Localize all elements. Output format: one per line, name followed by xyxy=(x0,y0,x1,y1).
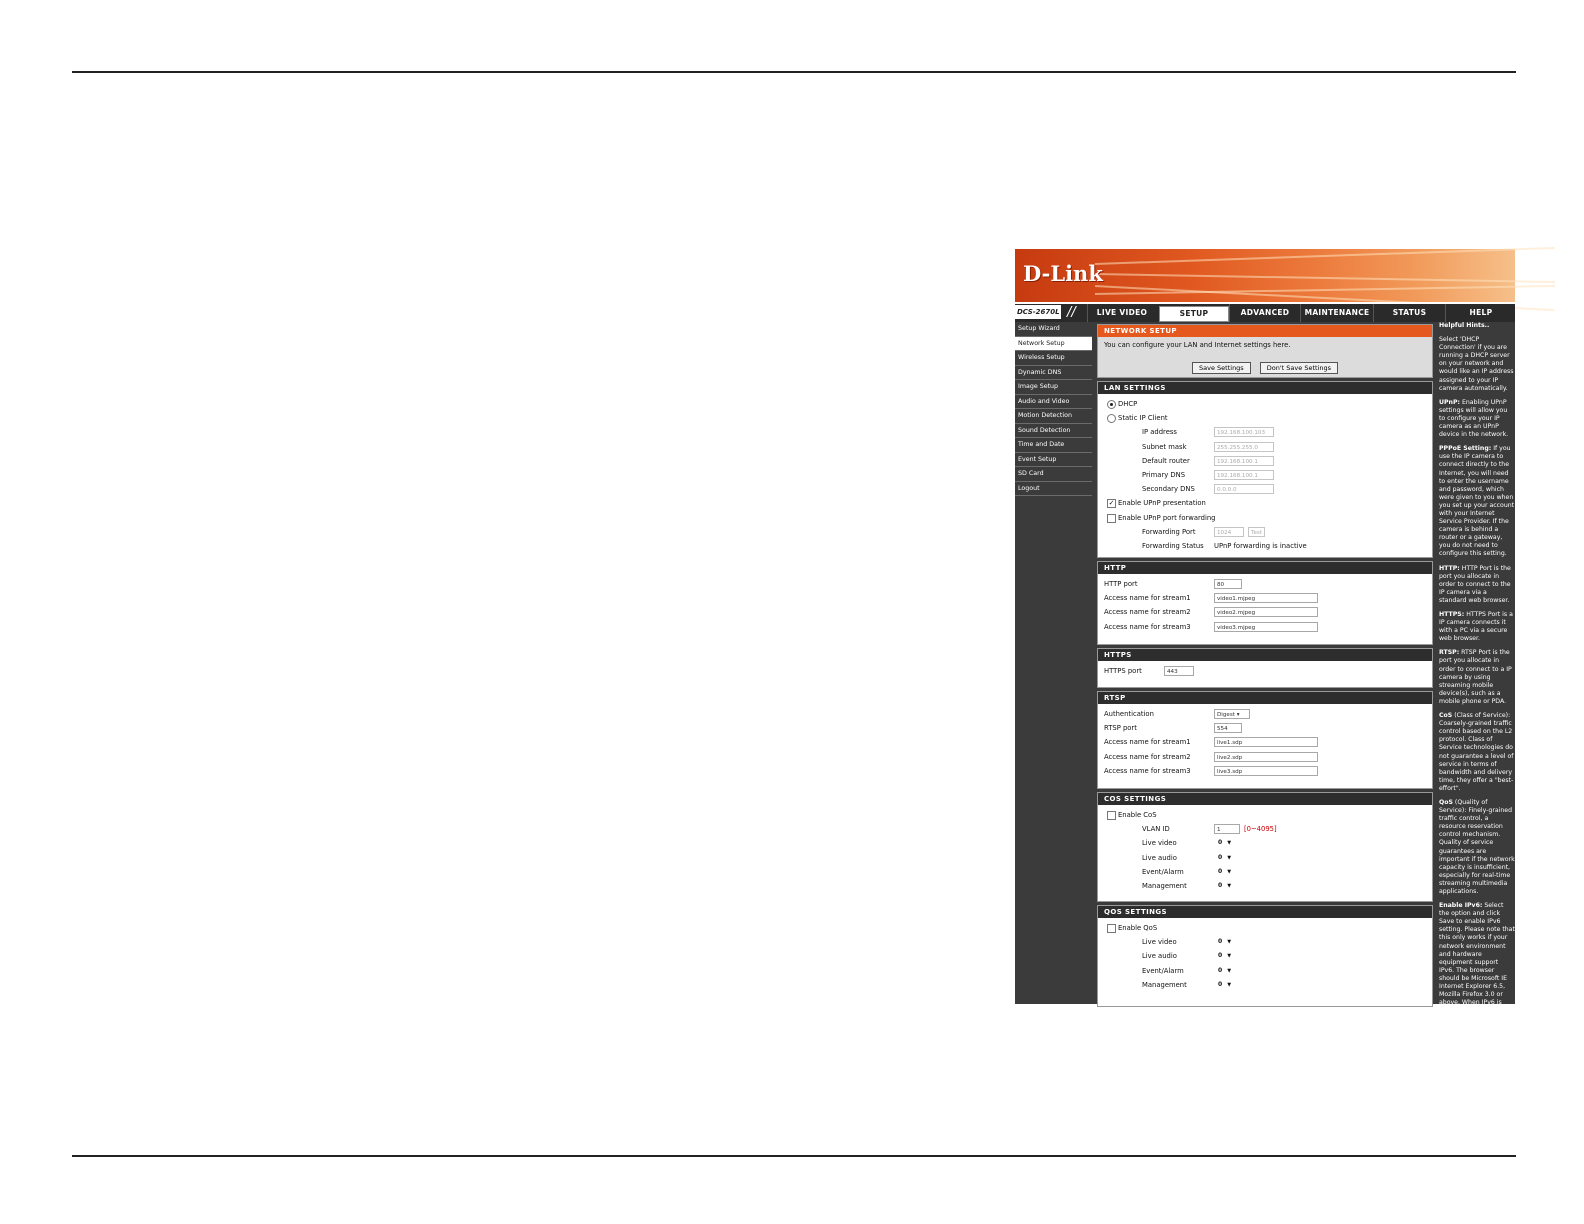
cos-live-video-label: Live video xyxy=(1142,839,1177,848)
http-stream2-field[interactable]: video2.mjpeg xyxy=(1214,607,1318,617)
rtsp-stream2-field[interactable]: live2.sdp xyxy=(1214,752,1318,762)
secondary-dns-field[interactable]: 0.0.0.0 xyxy=(1214,484,1274,494)
qos-event-select[interactable]: 0 ▼ xyxy=(1218,966,1232,974)
tab-live-video[interactable]: LIVE VIDEO xyxy=(1087,304,1156,322)
helpful-hints-panel xyxy=(1437,322,1515,1031)
secondary-dns-label: Secondary DNS xyxy=(1142,485,1195,494)
static-ip-radio[interactable] xyxy=(1107,414,1116,423)
vlan-range-hint: [0~4095] xyxy=(1244,825,1277,834)
tab-setup[interactable]: SETUP xyxy=(1159,306,1229,322)
rtsp-stream2-label: Access name for stream2 xyxy=(1104,752,1191,761)
top-nav xyxy=(1015,302,1515,322)
help-rtsp: RTSP: RTSP Port is the port you allocate in order to connect to a IP camera by using streaming mobile device(s), such as a mobile phone or PDA. xyxy=(1439,649,1512,705)
sidebar-item-network-setup[interactable]: Network Setup xyxy=(1015,337,1092,352)
rtsp-stream3-label: Access name for stream3 xyxy=(1104,766,1191,775)
primary-dns-field[interactable]: 192.168.100.1 xyxy=(1214,470,1274,480)
forwarding-port-label: Forwarding Port xyxy=(1142,527,1196,536)
enable-cos-checkbox[interactable] xyxy=(1107,811,1116,820)
cos-event-select[interactable]: 0 ▼ xyxy=(1218,867,1232,875)
top-rule xyxy=(72,71,1516,73)
forwarding-status-label: Forwarding Status xyxy=(1142,541,1204,550)
vlan-id-label: VLAN ID xyxy=(1142,825,1170,834)
http-port-label: HTTP port xyxy=(1104,580,1138,588)
rtsp-stream1-field[interactable]: live1.sdp xyxy=(1214,737,1318,747)
qos-management-label: Management xyxy=(1142,980,1187,989)
network-setup-section xyxy=(1097,324,1433,378)
slash-divider: // xyxy=(1067,305,1076,320)
qos-event-label: Event/Alarm xyxy=(1142,966,1184,975)
dlink-logo: D-Link xyxy=(1023,261,1103,286)
cos-event-label: Event/Alarm xyxy=(1142,867,1184,876)
sidebar-item-wireless-setup[interactable]: Wireless Setup xyxy=(1015,351,1092,366)
section-title: HTTP xyxy=(1098,562,1432,574)
section-title: NETWORK SETUP xyxy=(1098,325,1432,337)
help-cos: CoS (Class of Service): Coarsely-grained traffic control based on the L2 protocol. Class of Service technologies do not guarantee a level of service in terms of bandwidth and delivery time, they offer a "best-effort". xyxy=(1439,712,1514,792)
model-label: DCS-2670L xyxy=(1015,305,1061,319)
lan-settings-section xyxy=(1097,381,1433,558)
sidebar-item-sd-card[interactable]: SD Card xyxy=(1015,467,1092,482)
test-button[interactable]: Test xyxy=(1248,527,1265,537)
camera-web-ui xyxy=(1015,249,1515,1031)
upnp-presentation-label: Enable UPnP presentation xyxy=(1118,499,1206,508)
qos-live-video-label: Live video xyxy=(1142,938,1177,947)
http-stream3-label: Access name for stream3 xyxy=(1104,622,1191,631)
sidebar-item-time-date[interactable]: Time and Date xyxy=(1015,438,1092,453)
qos-live-video-select[interactable]: 0 ▼ xyxy=(1218,938,1232,946)
http-stream3-field[interactable]: video3.mjpeg xyxy=(1214,622,1318,632)
qos-live-audio-label: Live audio xyxy=(1142,952,1177,961)
subnet-mask-field[interactable]: 255.255.255.0 xyxy=(1214,442,1274,452)
rtsp-auth-label: Authentication xyxy=(1104,710,1154,718)
rtsp-port-field[interactable]: 554 xyxy=(1214,723,1242,733)
section-title: LAN SETTINGS xyxy=(1098,382,1432,394)
cos-live-audio-select[interactable]: 0 ▼ xyxy=(1218,853,1232,861)
cos-section xyxy=(1097,792,1433,902)
forwarding-status-value: UPnP forwarding is inactive xyxy=(1214,541,1307,550)
network-setup-desc: You can configure your LAN and Internet settings here. xyxy=(1104,341,1291,349)
dont-save-settings-button[interactable]: Don't Save Settings xyxy=(1260,362,1338,374)
http-section xyxy=(1097,561,1433,645)
sidebar-item-sound-detection[interactable]: Sound Detection xyxy=(1015,424,1092,439)
rtsp-auth-select[interactable]: Digest ▾ xyxy=(1214,709,1250,719)
sidebar xyxy=(1015,322,1092,496)
qos-management-select[interactable]: 0 ▼ xyxy=(1218,980,1232,988)
sidebar-item-dynamic-dns[interactable]: Dynamic DNS xyxy=(1015,366,1092,381)
default-router-label: Default router xyxy=(1142,456,1190,465)
dhcp-label: DHCP xyxy=(1118,400,1138,408)
sidebar-item-event-setup[interactable]: Event Setup xyxy=(1015,453,1092,468)
cos-live-audio-label: Live audio xyxy=(1142,853,1177,862)
enable-qos-label: Enable QoS xyxy=(1118,924,1158,932)
default-router-field[interactable]: 192.168.100.1 xyxy=(1214,456,1274,466)
qos-section xyxy=(1097,905,1433,1007)
rtsp-section xyxy=(1097,691,1433,789)
https-section xyxy=(1097,648,1433,688)
cos-management-select[interactable]: 0 ▼ xyxy=(1218,881,1232,889)
main-content xyxy=(1097,324,1433,1004)
sidebar-item-audio-video[interactable]: Audio and Video xyxy=(1015,395,1092,410)
qos-live-audio-select[interactable]: 0 ▼ xyxy=(1218,952,1232,960)
http-stream2-label: Access name for stream2 xyxy=(1104,608,1191,617)
http-stream1-field[interactable]: video1.mjpeg xyxy=(1214,593,1318,603)
tab-help[interactable]: HELP xyxy=(1445,304,1516,322)
enable-qos-checkbox[interactable] xyxy=(1107,924,1116,933)
static-ip-label: Static IP Client xyxy=(1118,414,1168,423)
upnp-presentation-checkbox[interactable]: ✓ xyxy=(1108,499,1115,508)
tab-maintenance[interactable]: MAINTENANCE xyxy=(1300,304,1373,322)
subnet-mask-label: Subnet mask xyxy=(1142,442,1187,451)
upnp-forwarding-checkbox[interactable] xyxy=(1107,514,1116,523)
http-stream1-label: Access name for stream1 xyxy=(1104,594,1191,603)
rtsp-stream1-label: Access name for stream1 xyxy=(1104,738,1191,747)
sidebar-item-logout[interactable]: Logout xyxy=(1015,482,1092,497)
enable-cos-label: Enable CoS xyxy=(1118,811,1157,819)
bottom-rule xyxy=(72,1155,1516,1157)
rtsp-stream3-field[interactable]: live3.sdp xyxy=(1214,766,1318,776)
help-title: Helpful Hints.. xyxy=(1439,322,1490,329)
ip-address-field[interactable]: 192.168.100.103 xyxy=(1214,427,1274,437)
sidebar-item-motion-detection[interactable]: Motion Detection xyxy=(1015,409,1092,424)
help-ipv6: Enable IPv6: Select the option and click Save to enable IPv6 setting. Please note that this only works if your network environment and hardware equipment support IPv6. The browser should be Microsoft IE Internet Explorer 6.5, Mozilla Firefox 3.0 or above. When IPv6 is enabled, by default, the Network camera will listen to xyxy=(1439,902,1515,1031)
http-port-field[interactable]: 80 xyxy=(1214,579,1242,589)
sidebar-item-setup-wizard[interactable]: Setup Wizard xyxy=(1015,322,1092,337)
section-title: RTSP xyxy=(1098,692,1432,704)
upnp-forwarding-label: Enable UPnP port forwarding xyxy=(1118,513,1216,522)
vlan-id-field[interactable]: 1 xyxy=(1214,824,1240,834)
primary-dns-label: Primary DNS xyxy=(1142,470,1186,479)
help-qos: QoS (Quality of Service): Finely-grained traffic control, a resource reservation control mechanism. Quality of service guarantees are important if the network capacity is insufficient, especially for real-time streaming multimedia applications. xyxy=(1439,798,1515,895)
tab-status[interactable]: STATUS xyxy=(1373,304,1445,322)
section-title: QOS SETTINGS xyxy=(1098,906,1432,918)
help-dhcp: Select 'DHCP Connection' if you are running a DHCP server on your network and would like an IP address assigned to your IP camera automatically. xyxy=(1439,336,1514,392)
cos-live-video-select[interactable]: 0 ▼ xyxy=(1218,839,1232,847)
https-port-field[interactable]: 443 xyxy=(1164,666,1194,676)
help-upnp: UPnP: Enabling UPnP settings will allow you to configure your IP camera as an UPnP device in the network. xyxy=(1439,398,1509,439)
section-title: HTTPS xyxy=(1098,649,1432,661)
dhcp-radio[interactable] xyxy=(1107,400,1116,409)
help-http: HTTP: HTTP Port is the port you allocate in order to connect to the IP camera via a standard web browser. xyxy=(1439,564,1511,604)
ip-address-label: IP address xyxy=(1142,428,1177,437)
rtsp-port-label: RTSP port xyxy=(1104,724,1137,733)
sidebar-item-image-setup[interactable]: Image Setup xyxy=(1015,380,1092,395)
tab-advanced[interactable]: ADVANCED xyxy=(1229,304,1300,322)
help-https: HTTPS: HTTPS Port is a IP camera connects it with a PC via a secure web browser. xyxy=(1439,611,1513,643)
cos-management-label: Management xyxy=(1142,881,1187,890)
https-port-label: HTTPS port xyxy=(1104,667,1142,675)
save-settings-button[interactable]: Save Settings xyxy=(1192,362,1251,374)
header-banner xyxy=(1015,249,1515,302)
section-title: COS SETTINGS xyxy=(1098,793,1432,805)
help-pppoe: PPPoE Setting: If you use the IP camera to connect directly to the Internet, you will need to enter the username and password, which were given to you when you set up your account with your Internet Service Provider. If the camera is behind a router or a gateway, you do not need to configure this setting. xyxy=(1439,445,1515,558)
forwarding-port-field[interactable]: 1024 xyxy=(1214,527,1244,537)
